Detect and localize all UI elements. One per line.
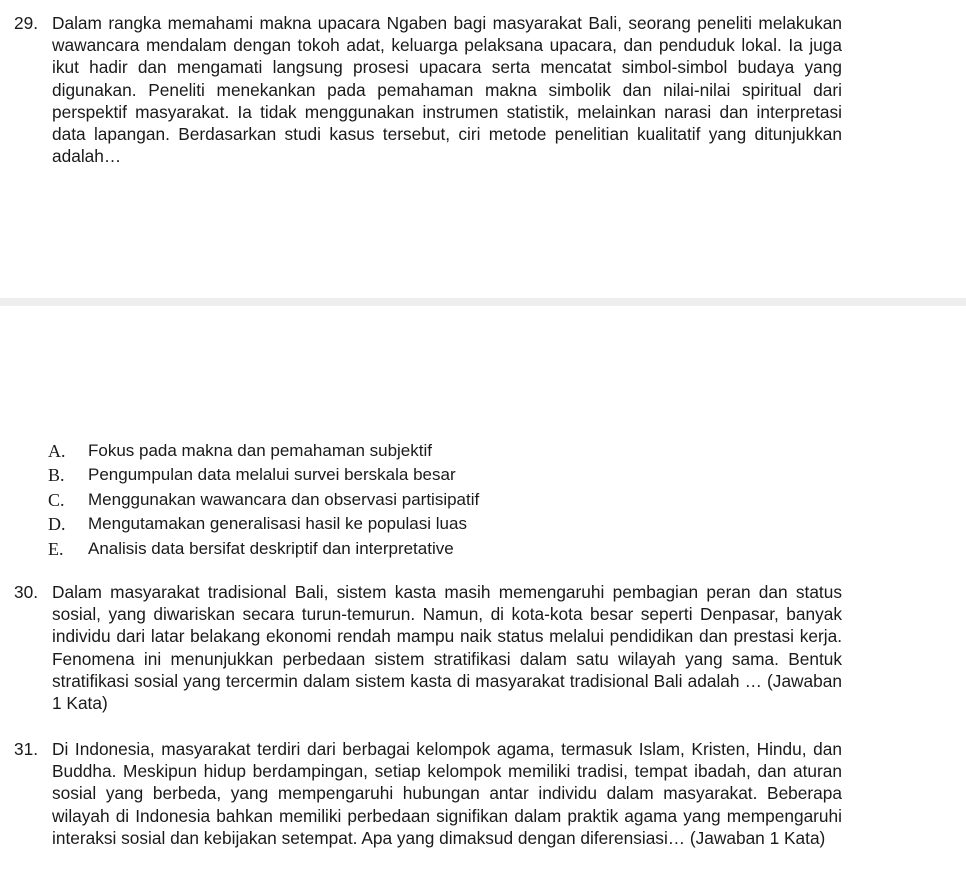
- question-number: 29.: [14, 13, 39, 33]
- option-text: Mengutamakan generalisasi hasil ke populasi luas: [88, 514, 467, 534]
- question-number: 30.: [14, 582, 39, 602]
- option-e[interactable]: [48, 537, 479, 561]
- option-d[interactable]: [48, 512, 479, 536]
- page-divider: [0, 298, 966, 306]
- question-text: Dalam masyarakat tradisional Bali, sistem kasta masih memengaruhi pembagian peran dan status sosial, yang diwariskan secara turun-temurun. Namun, di kota-kota besar seperti Denpasar, banyak individu dari latar belakang ekonomi rendah mampu naik status melalui pendidikan dan prestasi kerja. Fenomena ini menunjukkan perbedaan sistem stratifikasi dalam satu wilayah yang sama. Bentuk stratifikasi sosial yang tercermin dalam sistem kasta di masyarakat tradisional Bali adalah … (Jawaban 1 Kata): [52, 582, 842, 714]
- option-letter: D.: [48, 514, 66, 535]
- question-text: Di Indonesia, masyarakat terdiri dari berbagai kelompok agama, termasuk Islam, Kristen, Hindu, dan Buddha. Meskipun hidup berdampingan, setiap kelompok memiliki tradisi, tempat ibadah, dan aturan sosial yang berbeda, yang mempengaruhi hubungan antar individu dalam masyarakat. Beberapa wilayah di Indonesia bahkan memiliki perbedaan signifikan dalam praktik agama yang mempengaruhi interaksi sosial dan kebijakan setempat. Apa yang dimaksud dengan diferensiasi… (Jawaban 1 Kata): [52, 739, 842, 848]
- option-a[interactable]: [48, 439, 479, 463]
- option-b[interactable]: [48, 463, 479, 487]
- question-number: 31.: [14, 739, 39, 759]
- option-text: Pengumpulan data melalui survei berskala besar: [88, 465, 456, 485]
- option-letter: A.: [48, 441, 66, 461]
- option-c[interactable]: [48, 488, 479, 512]
- option-letter: B.: [48, 465, 65, 486]
- question-29: [14, 12, 842, 167]
- option-text: Fokus pada makna dan pemahaman subjektif: [88, 441, 432, 460]
- answer-options: [48, 439, 479, 561]
- question-31: [14, 738, 842, 849]
- question-text: Dalam rangka memahami makna upacara Ngaben bagi masyarakat Bali, seorang peneliti melakukan wawancara mendalam dengan tokoh adat, keluarga pelaksana upacara, dan penduduk lokal. Ia juga ikut hadir dan mengamati langsung prosesi upacara serta mencatat simbol-simbol budaya yang digunakan. Peneliti menekankan pada pemahaman makna simbolik dan nilai-nilai spiritual dari perspektif masyarakat. Ia tidak menggunakan instrumen statistik, melainkan narasi dan interpretasi data lapangan. Berdasarkan studi kasus tersebut, ciri metode penelitian kualitatif yang ditunjukkan adalah…: [52, 13, 842, 167]
- option-text: Menggunakan wawancara dan observasi partisipatif: [88, 489, 480, 509]
- option-text: Analisis data bersifat deskriptif dan interpretative: [88, 538, 454, 558]
- option-letter: E.: [48, 538, 64, 559]
- question-30: [14, 581, 842, 714]
- option-letter: C.: [48, 489, 65, 510]
